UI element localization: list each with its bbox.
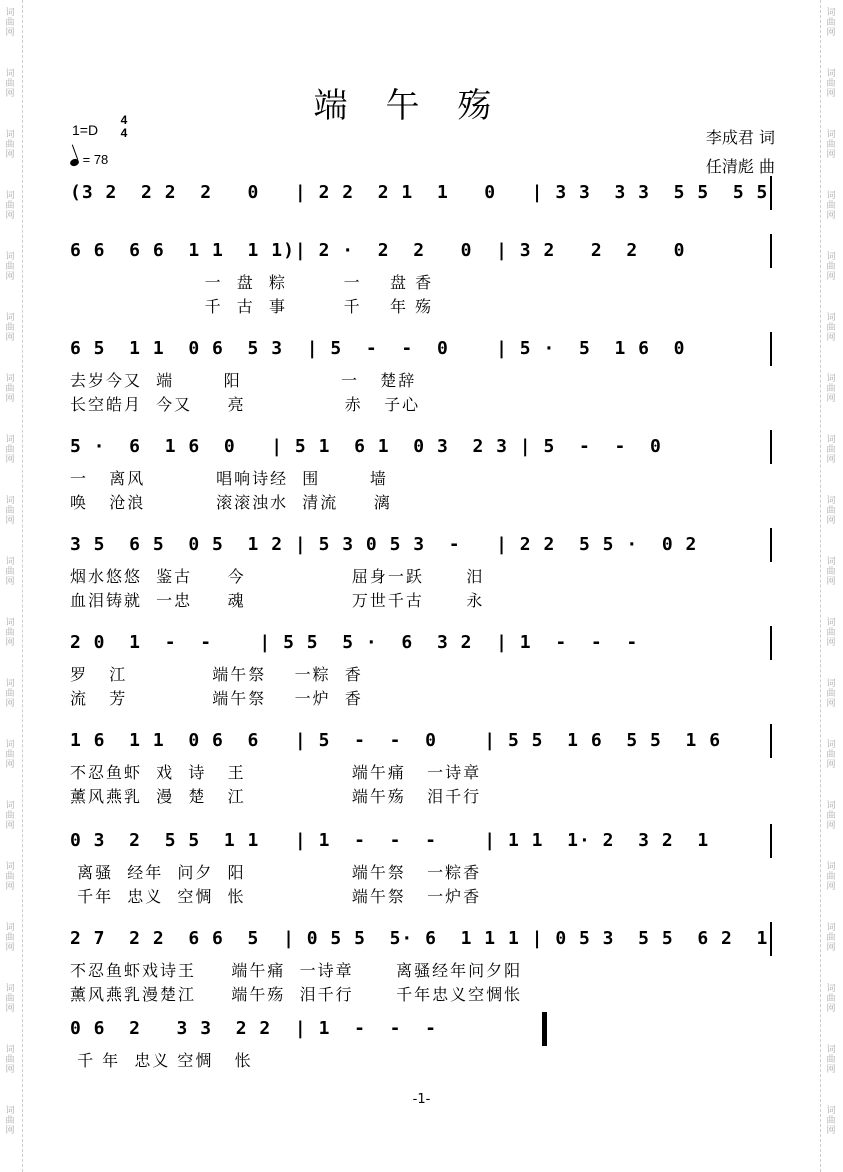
page-number: -1- [412,1092,431,1107]
watermark-text: 词曲网 [826,8,836,38]
lyricist-credit: 李成君 词 [705,128,775,147]
barline [770,332,772,366]
barline [770,824,772,858]
watermark-text: 词曲网 [826,1045,836,1075]
watermark-text: 词曲网 [826,313,836,343]
watermark-text: 词曲网 [5,8,15,38]
lyric-line-1: 不忍鱼虾戏诗王 端午痛 一诗章 离骚经年问夕阳 [70,961,523,980]
watermark-text: 词曲网 [826,69,836,99]
watermark-text: 词曲网 [826,679,836,709]
watermark-text: 词曲网 [826,130,836,160]
lyric-line-2: 薰风燕乳 漫 楚 江 端午殇 泪千行 [70,787,482,806]
lyric-line-1: 去岁今又 端 阳 一 楚辞 [70,371,417,390]
watermark-text: 词曲网 [826,618,836,648]
lyric-line-2: 流 芳 端午祭 一炉 香 [70,689,363,708]
lyric-line-2: 唤 沧浪 滚滚浊水 清流 漓 [70,493,392,512]
watermark-text: 词曲网 [5,435,15,465]
watermark-text: 词曲网 [5,984,15,1014]
lyric-line-1: 烟水悠悠 鉴古 今 屈身一跃 汨 [70,567,485,586]
watermark-text: 词曲网 [826,557,836,587]
watermark-text: 词曲网 [5,130,15,160]
time-signature: 4 4 [120,113,128,140]
tempo-marking: = 78 [70,152,108,167]
lyric-line-2: 千 古 事 千 年 殇 [70,297,434,316]
notation-line: (3 2 2 2 2 0 | 2 2 2 1 1 0 | 3 3 3 3 5 5 5 5 [70,182,769,203]
notation-line: 6 5 1 1 0 6 5 3 | 5 - - 0 | 5 · 5 1 6 0 [70,338,686,359]
watermark-text: 词曲网 [826,496,836,526]
barline [770,626,772,660]
notation-line: 1 6 1 1 0 6 6 | 5 - - 0 | 5 5 1 6 5 5 1 6 [70,730,722,751]
right-watermark-strip [820,0,843,1172]
watermark-text: 词曲网 [826,1106,836,1136]
watermark-text: 词曲网 [5,1045,15,1075]
watermark-text: 词曲网 [826,252,836,282]
watermark-text: 词曲网 [5,618,15,648]
notation-line: 0 6 2 3 3 2 2 | 1 - - - [70,1018,437,1039]
watermark-text: 词曲网 [826,740,836,770]
watermark-text: 词曲网 [5,313,15,343]
watermark-text: 词曲网 [826,435,836,465]
watermark-text: 词曲网 [826,862,836,892]
barline [770,724,772,758]
watermark-text: 词曲网 [826,984,836,1014]
watermark-text: 词曲网 [826,374,836,404]
watermark-text: 词曲网 [5,1106,15,1136]
lyric-line-1: 一 离风 唱响诗经 围 墙 [70,469,388,488]
notation-line: 2 7 2 2 6 6 5 | 0 5 5 5· 6 1 1 1 | 0 5 3 5 5 6 2 1 [70,928,769,949]
watermark-text: 词曲网 [5,69,15,99]
lyric-line-1: 罗 江 端午祭 一粽 香 [70,665,363,684]
left-watermark-strip [0,0,23,1172]
notation-line: 5 · 6 1 6 0 | 5 1 6 1 0 3 2 3 | 5 - - 0 [70,436,662,457]
key-signature: 1=D [72,122,99,138]
final-barline [542,1012,547,1046]
barline [770,528,772,562]
lyric-line-1: 不忍鱼虾 戏 诗 王 端午痛 一诗章 [70,763,482,782]
lyric-line-1: 离骚 经年 问夕 阳 端午祭 一粽香 [70,863,482,882]
watermark-text: 词曲网 [5,740,15,770]
watermark-text: 词曲网 [826,923,836,953]
notation-line: 0 3 2 5 5 1 1 | 1 - - - | 1 1 1· 2 3 2 1 [70,830,710,851]
barline [770,922,772,956]
barline [770,430,772,464]
lyric-line-1: 千 年 忠义 空惆 怅 [70,1051,253,1070]
watermark-text: 词曲网 [826,801,836,831]
notation-line: 6 6 6 6 1 1 1 1)| 2 · 2 2 0 | 3 2 2 2 0 [70,240,686,261]
watermark-text: 词曲网 [5,679,15,709]
watermark-text: 词曲网 [5,252,15,282]
lyric-line-2: 薰风燕乳漫楚江 端午殇 泪千行 千年忠义空惆怅 [70,985,523,1004]
watermark-text: 词曲网 [5,557,15,587]
notation-line: 2 0 1 - - | 5 5 5 · 6 3 2 | 1 - - - [70,632,639,653]
watermark-text: 词曲网 [5,374,15,404]
barline [770,234,772,268]
song-title: 端午殇 [313,86,530,126]
lyric-line-1: 一 盘 粽 一 盘 香 [70,273,434,292]
quarter-note-icon [69,158,80,168]
notation-line: 3 5 6 5 0 5 1 2 | 5 3 0 5 3 - | 2 2 5 5 · 0 2 [70,534,698,555]
lyric-line-2: 长空皓月 今又 亮 赤 子心 [70,395,421,414]
lyric-line-2: 血泪铸就 一忠 魂 万世千古 永 [70,591,485,610]
watermark-text: 词曲网 [5,923,15,953]
watermark-text: 词曲网 [5,862,15,892]
lyric-line-2: 千年 忠义 空惆 怅 端午祭 一炉香 [70,887,482,906]
watermark-text: 词曲网 [5,496,15,526]
watermark-text: 词曲网 [5,801,15,831]
watermark-text: 词曲网 [826,191,836,221]
barline [770,176,772,210]
composer-credit: 任清彪 曲 [705,157,775,176]
watermark-text: 词曲网 [5,191,15,221]
